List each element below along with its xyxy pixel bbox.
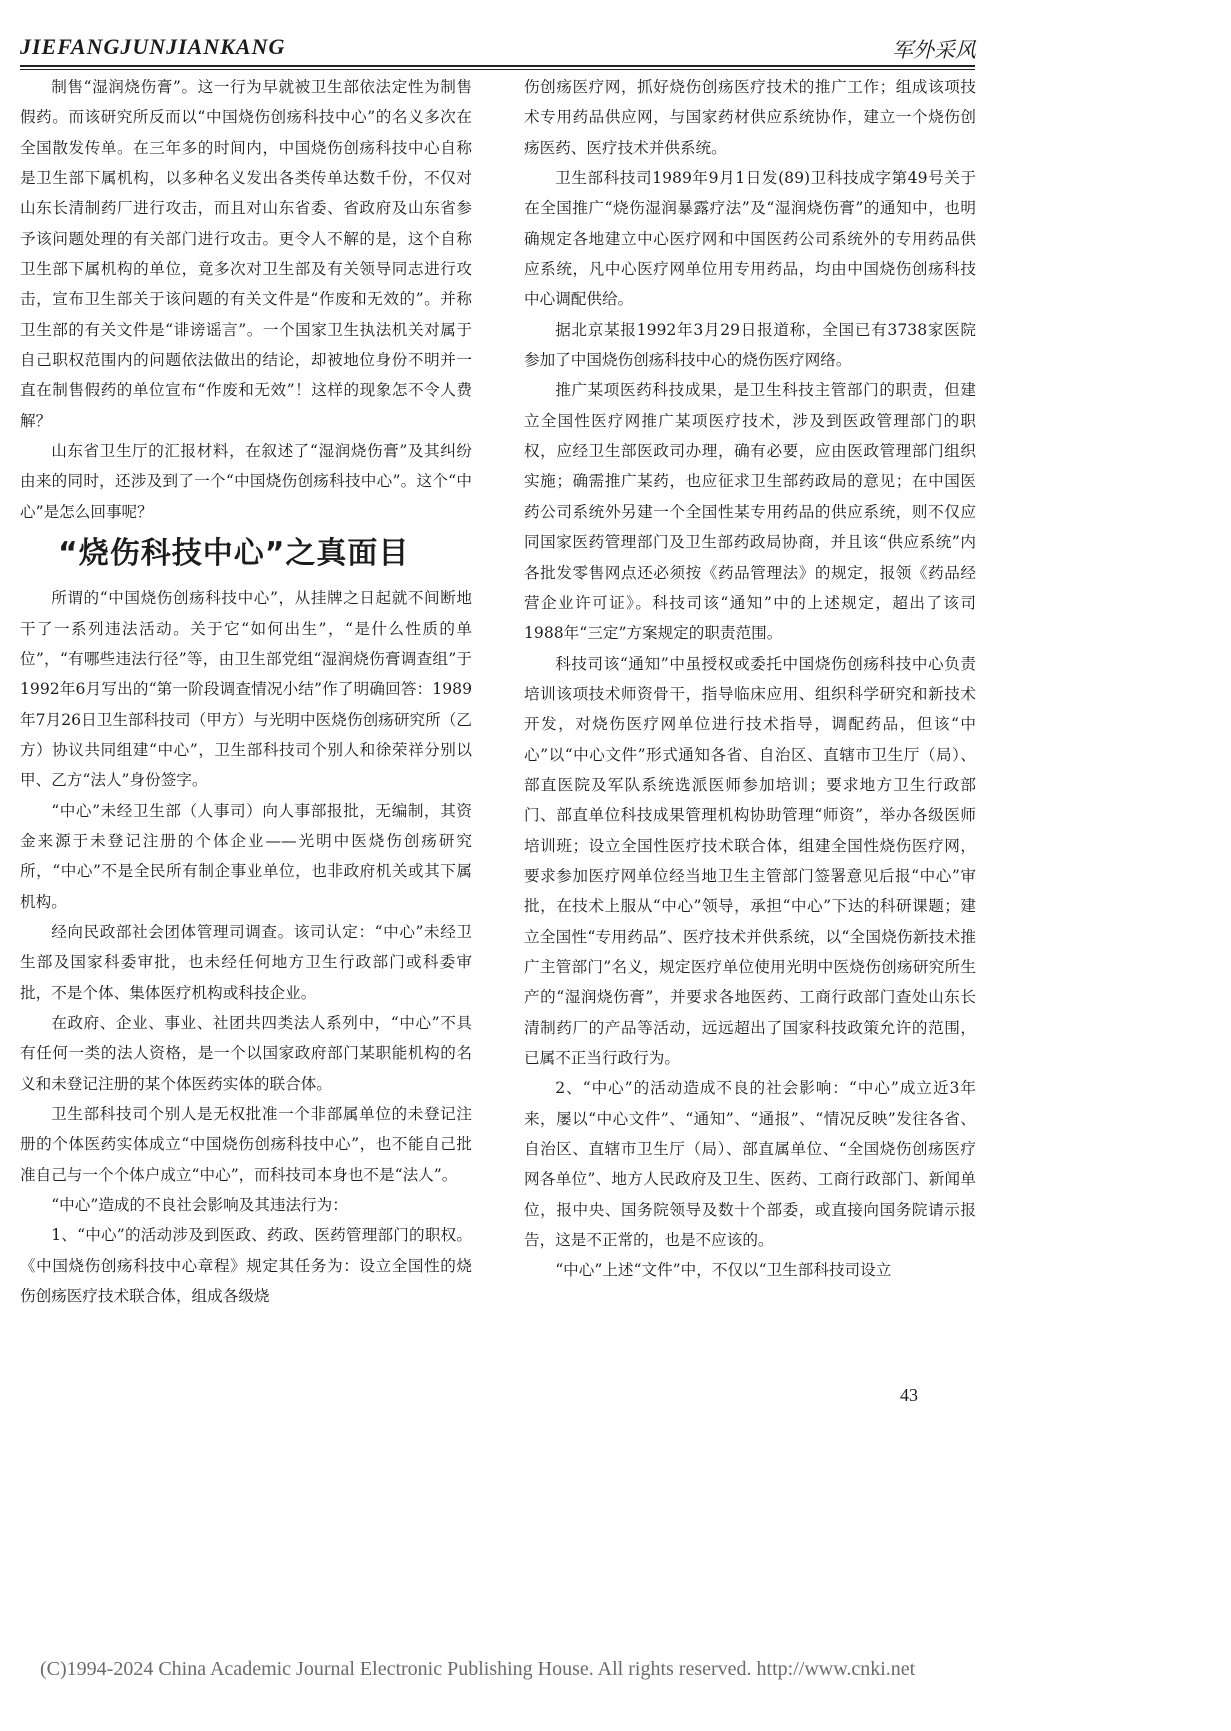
paragraph: 在政府、企业、事业、社团共四类法人系列中，“中心”不具有任何一类的法人资格，是一个以国家政府部门某职能机构的名义和未登记注册的某个体医药实体的联合体。 — [20, 1013, 472, 1093]
header-rule-thin — [20, 69, 975, 70]
paragraph: 所谓的“中国烧伤创疡科技中心”，从挂牌之日起就不间断地干了一系列违法活动。关于它“如何出生”，“是什么性质的单位”，“有哪些违法行径”等，由卫生部党组“湿润烧伤膏调查组”于1992年6月写出的“第一阶段调查情况小结”作了明确回答：1989年7月26日卫生部科技司（甲方）与光明中医烧伤创疡研究所（乙方）协议共同组建“中心”，卫生部科技司个别人和徐荣祥分别以甲、乙方“法人”身份签字。 — [20, 589, 472, 790]
right-column — [524, 72, 976, 1286]
header-rule — [20, 65, 975, 67]
paragraph: “中心”未经卫生部（人事司）向人事部报批，无编制，其资金来源于未登记注册的个体企业——光明中医烧伤创疡研究所，“中心”不是全民所有制企事业单位，也非政府机关或其下属机构。 — [20, 801, 472, 911]
journal-name: JIEFANGJUNJIANKANG — [20, 34, 286, 59]
paragraph: 1、“中心”的活动涉及到医政、药政、医药管理部门的职权。《中国烧伤创疡科技中心章程》规定其任务为：设立全国性的烧伤创疡医疗技术联合体，组成各级烧 — [20, 1226, 472, 1306]
paragraph: “中心”造成的不良社会影响及其违法行为： — [51, 1196, 348, 1215]
paragraph: 卫生部科技司个别人是无权批准一个非部属单位的未登记注册的个体医药实体成立“中国烧伤创疡科技中心”，也不能自己批准自己与一个个体户成立“中心”，而科技司本身也不是“法人”。 — [20, 1105, 472, 1184]
paragraph: 推广某项医药科技成果，是卫生科技主管部门的职责，但建立全国性医疗网推广某项医疗技术，涉及到医政管理部门的职权，应经卫生部医政司办理，确有必要，应由医政管理部门组织实施；确需推广某药，也应征求卫生部药政局的意见；在中国医药公司系统外另建一个全国性某专用药品的供应系统，则不仅应同国家医药管理部门及卫生部药政局协商，并且该“供应系统”内各批发零售网点还必须按《药品管理法》的规定，报领《药品经营企业许可证》。科技司该“通知”中的上述规定，超出了该司1988年“三定”方案规定的职责范围。 — [524, 381, 976, 643]
paragraph: 卫生部科技司1989年9月1日发(89)卫科技成字第49号关于在全国推广“烧伤湿润暴露疗法”及“湿润烧伤膏”的通知中，也明确规定各地建立中心医疗网和中国医药公司系统外的专用药品供应系统，凡中心医疗网单位用专用药品，均由中国烧伤创疡科技中心调配供给。 — [524, 169, 976, 309]
paragraph: 山东省卫生厅的汇报材料，在叙述了“湿润烧伤膏”及其纠纷由来的同时，还涉及到了一个“中国烧伤创疡科技中心”。这个“中心”是怎么回事呢？ — [20, 442, 472, 521]
copyright-footer: (C)1994-2024 China Academic Journal Electronic Publishing House. All rights reserved. http://www.cnki.net — [40, 1658, 916, 1680]
paragraph: 据北京某报1992年3月29日报道称，全国已有3738家医院参加了中国烧伤创疡科技中心的烧伤医疗网络。 — [524, 320, 976, 370]
paragraph: 经向民政部社会团体管理司调查。该司认定：“中心”未经卫生部及国家科委审批，也未经任何地方卫生行政部门或科委审批，不是个体、集体医疗机构或科技企业。 — [20, 922, 472, 1002]
paragraph: 制售“湿润烧伤膏”。这一行为早就被卫生部依法定性为制售假药。而该研究所反而以“中国烧伤创疡科技中心”的名义多次在全国散发传单。在三年多的时间内，中国烧伤创疡科技中心自称是卫生部下属机构，以多种名义发出各类传单达数千份，不仅对山东长清制药厂进行攻击，而且对山东省委、省政府及山东省参予该问题处理的有关部门进行攻击。更令人不解的是，这个自称卫生部下属机构的单位，竟多次对卫生部及有关领导同志进行攻击，宣布卫生部关于该问题的有关文件是“作废和无效的”。并称卫生部的有关文件是“诽谤谣言”。一个国家卫生执法机关对属于自己职权范围内的问题依法做出的结论，却被地位身份不明并一直在制售假药的单位宣布“作废和无效”！这样的现象怎不令人费解？ — [20, 78, 472, 430]
paragraph: 科技司该“通知”中虽授权或委托中国烧伤创疡科技中心负责培训该项技术师资骨干，指导临床应用、组织科学研究和新技术开发，对烧伤医疗网单位进行技术指导，调配药品，但该“中心”以“中心文件”形式通知各省、自治区、直辖市卫生厅（局）、部直医院及军队系统选派医师参加培训；要求地方卫生行政部门、部直单位科技成果管理机构协助管理“师资”，举办各级医师培训班；设立全国性医疗技术联合体，组建全国性烧伤医疗网，要求参加医疗网单位经当地卫生主管部门签署意见后报“中心”审批，在技术上服从“中心”领导，承担“中心”下达的科研课题；建立全国性“专用药品”、医疗技术并供系统，以“全国烧伤新技术推广主管部门”名义，规定医疗单位使用光明中医烧伤创疡研究所生产的“湿润烧伤膏”，并要求各地医药、工商行政部门查处山东长清制药厂的产品等活动，远远超出了国家科技政策允许的范围，已属不正当行政行为。 — [524, 654, 976, 1067]
section-heading: “烧伤科技中心”之真面目 — [58, 536, 410, 572]
paragraph: “中心”上述“文件”中，不仅以“卫生部科技司设立 — [555, 1261, 892, 1280]
left-column — [20, 72, 472, 1311]
paragraph: 伤创疡医疗网，抓好烧伤创疡医疗技术的推广工作；组成该项技术专用药品供应网，与国家药材供应系统协作，建立一个烧伤创疡医药、医疗技术并供系统。 — [524, 78, 976, 157]
paragraph: 2、“中心”的活动造成不良的社会影响：“中心”成立近3年来，屡以“中心文件”、“通知”、“通报”、“情况反映”发往各省、自治区、直辖市卫生厅（局）、部直属单位、“全国烧伤创疡医疗网各单位”、地方人民政府及卫生、医药、工商行政部门、新闻单位，报中央、国务院领导及数十个部委，或直接向国务院请示报告，这是不正常的，也是不应该的。 — [524, 1079, 976, 1250]
section-name: 军外采风 — [892, 38, 976, 62]
page-number: 43 — [900, 1385, 918, 1405]
